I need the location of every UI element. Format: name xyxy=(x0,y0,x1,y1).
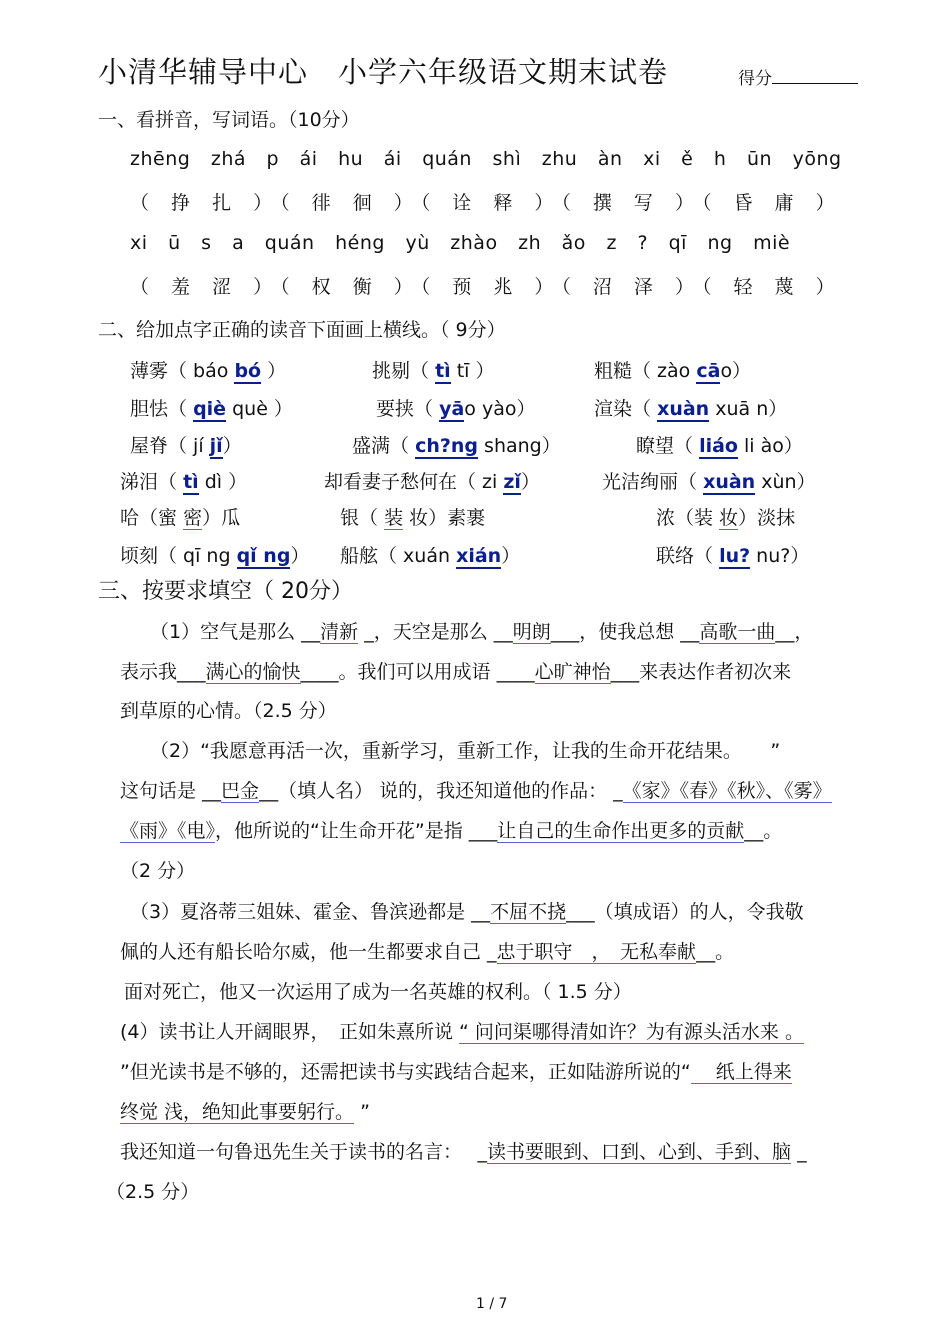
answer-mark: zǐ xyxy=(503,471,521,493)
answer-mark: tì xyxy=(435,360,451,382)
q4-line5: （2.5 分） xyxy=(106,1181,200,1203)
q2-line4: （2 分） xyxy=(120,860,196,882)
q1-line2: 表示我___满心的愉快____。我们可以用成语 ____心旷神怡___来表达作者初次来 xyxy=(120,661,792,683)
answer-mark: qǐ ng xyxy=(236,545,291,567)
answer-mark: yā xyxy=(439,398,465,420)
fill-answer: “ 问问渠哪得清如许？为有源头活水来 。 xyxy=(459,1021,804,1043)
q3-line1: （3）夏洛蒂三姐妹、霍金、鲁滨逊都是 __不屈不挠___（填成语）的人，令我敬 xyxy=(130,901,804,923)
q4-line3: 终觉 浅，绝知此事要躬行。 ” xyxy=(120,1101,370,1123)
answer-mark: ch?ng xyxy=(415,435,478,457)
fill-answer: 终觉 浅，绝知此事要躬行。 xyxy=(120,1101,355,1123)
answer-mark: lu? xyxy=(719,545,751,567)
pron-item: 渲染（ xuàn xuā n） xyxy=(594,398,788,420)
q3-line2: 佩的人还有船长哈尔威，他一生都要求自己 _忠于职守 ， 无私奉献__。 xyxy=(120,941,735,963)
fill-answer: 清新 xyxy=(320,621,359,643)
pron-item: 顷刻（ qī ng qǐ ng） xyxy=(120,545,310,567)
answer-mark: xuàn xyxy=(657,398,710,420)
fill-answer: 《家》《春》《秋》、《雾》 xyxy=(622,780,832,802)
fill-answer: 《雨》《电》 xyxy=(120,820,216,842)
answer-mark: 密 xyxy=(183,507,203,529)
q1-line1: （1）空气是那么 __清新 _，天空是那么 __明朗___，使我总想 __高歌一曲__， xyxy=(150,621,814,643)
page-number: 1 / 7 xyxy=(476,1296,508,1312)
pron-item: 哈（蜜 密）瓜 xyxy=(120,507,241,529)
section3-heading: 三、按要求填空（ 20分） xyxy=(98,579,353,604)
fill-answer: 高歌一曲 xyxy=(699,621,776,643)
fill-answer: 不屈不挠 xyxy=(490,901,567,923)
score-label: 得分 xyxy=(738,69,772,89)
words-row-2: （ 羞 涩 ）（ 权 衡 ）（ 预 兆 ）（ 沼 泽 ）（ 轻 蔑 ） xyxy=(130,276,843,298)
pron-item: 屋脊（ jí jǐ） xyxy=(130,435,242,457)
fill-answer: 巴金 xyxy=(221,780,260,802)
pron-item: 光洁绚丽（ xuàn xùn） xyxy=(602,471,816,493)
pron-item: 船舷（ xuán xián） xyxy=(340,545,521,567)
answer-mark: xuàn xyxy=(703,471,756,493)
pron-item: 粗糙（ zào cāo） xyxy=(594,360,752,382)
pron-item: 却看妻子愁何在（ zi zǐ） xyxy=(324,471,540,493)
answer-mark: jǐ xyxy=(209,435,223,457)
pron-item: 银（ 装 妆）素裹 xyxy=(340,507,486,529)
answer-mark: xián xyxy=(456,545,502,567)
q2-line1: （2）“我愿意再活一次，重新学习，重新工作，让我的生命开花结果。 ” xyxy=(150,740,781,762)
section1-heading: 一、看拼音，写词语。（10分） xyxy=(98,109,360,131)
answer-mark: cā xyxy=(696,360,721,382)
fill-answer: 纸上得来 xyxy=(690,1061,792,1083)
q4-line2: ”但光读书是不够的，还需把读书与实践结合起来，正如陆游所说的“ 纸上得来 xyxy=(120,1061,792,1083)
section2-heading: 二、给加点字正确的读音下面画上横线。（ 9分） xyxy=(98,319,506,341)
score-field[interactable] xyxy=(738,64,858,89)
answer-mark: bó xyxy=(234,360,262,382)
q2-line2: 这句话是 __巴金__（填人名） 说的，我还知道他的作品： _《家》《春》《秋》、《雾》 xyxy=(120,780,832,802)
pron-item: 盛满（ ch?ng shang） xyxy=(352,435,561,457)
pron-item: 胆怯（ qiè què ） xyxy=(130,398,293,420)
answer-mark: 妆 xyxy=(719,507,739,529)
q2-line3: 《雨》《电》，他所说的“让生命开花”是指 ___让自己的生命作出更多的贡献__。 xyxy=(120,820,783,842)
fill-answer: 让自己的生命作出更多的贡献 xyxy=(497,820,745,842)
fill-answer: 明朗 xyxy=(512,621,551,643)
fill-answer: 忠于职守 ， 无私奉献 xyxy=(496,941,697,963)
answer-mark: tì xyxy=(183,471,199,493)
pron-item: 瞭望（ liáo li ào） xyxy=(636,435,803,457)
q1-line3: 到草原的心情。（2.5 分） xyxy=(120,700,337,722)
answer-mark: liáo xyxy=(699,435,738,457)
q4-line1: (4）读书让人开阔眼界， 正如朱熹所说 “ 问问渠哪得清如许？为有源头活水来 。 xyxy=(120,1021,804,1043)
pron-item: 要挟（ yāo yào） xyxy=(376,398,536,420)
pinyin-row-2: xi ū s a quán héng yù zhào zh ǎo z ? qī ng miè xyxy=(130,232,791,254)
answer-mark: qiè xyxy=(193,398,227,420)
q4-line4: 我还知道一句鲁迅先生关于读书的名言： _读书要眼到、口到、心到、手到、脑 _ xyxy=(120,1141,807,1163)
fill-answer: 读书要眼到、口到、心到、手到、脑 xyxy=(487,1141,792,1163)
q3-line3: 面对死亡，他又一次运用了成为一名英雄的权利。（ 1.5 分） xyxy=(124,981,632,1003)
fill-answer: 心旷神怡 xyxy=(534,661,611,683)
pron-item: 薄雾（ báo bó ） xyxy=(130,360,287,382)
words-row-1: （ 挣 扎 ）（ 徘 徊 ）（ 诠 释 ）（ 撰 写 ）（ 昏 庸 ） xyxy=(130,192,843,214)
page-title: 小清华辅导中心 小学六年级语文期末试卷 xyxy=(98,55,669,89)
pinyin-row-1: zhēng zhá p ái hu ái quán shì zhu àn xi ě h ūn yōng xyxy=(130,148,842,170)
fill-answer: 满心的愉快 xyxy=(205,661,301,683)
answer-mark: 装 xyxy=(384,507,404,529)
pron-item: 浓（装 妆）淡抹 xyxy=(656,507,796,529)
pron-item: 挑剔（ tì tī ） xyxy=(372,360,495,382)
pron-item: 涕泪（ tì dì ） xyxy=(120,471,248,493)
pron-item: 联络（ lu? nu?） xyxy=(656,545,810,567)
score-blank[interactable] xyxy=(772,67,858,84)
